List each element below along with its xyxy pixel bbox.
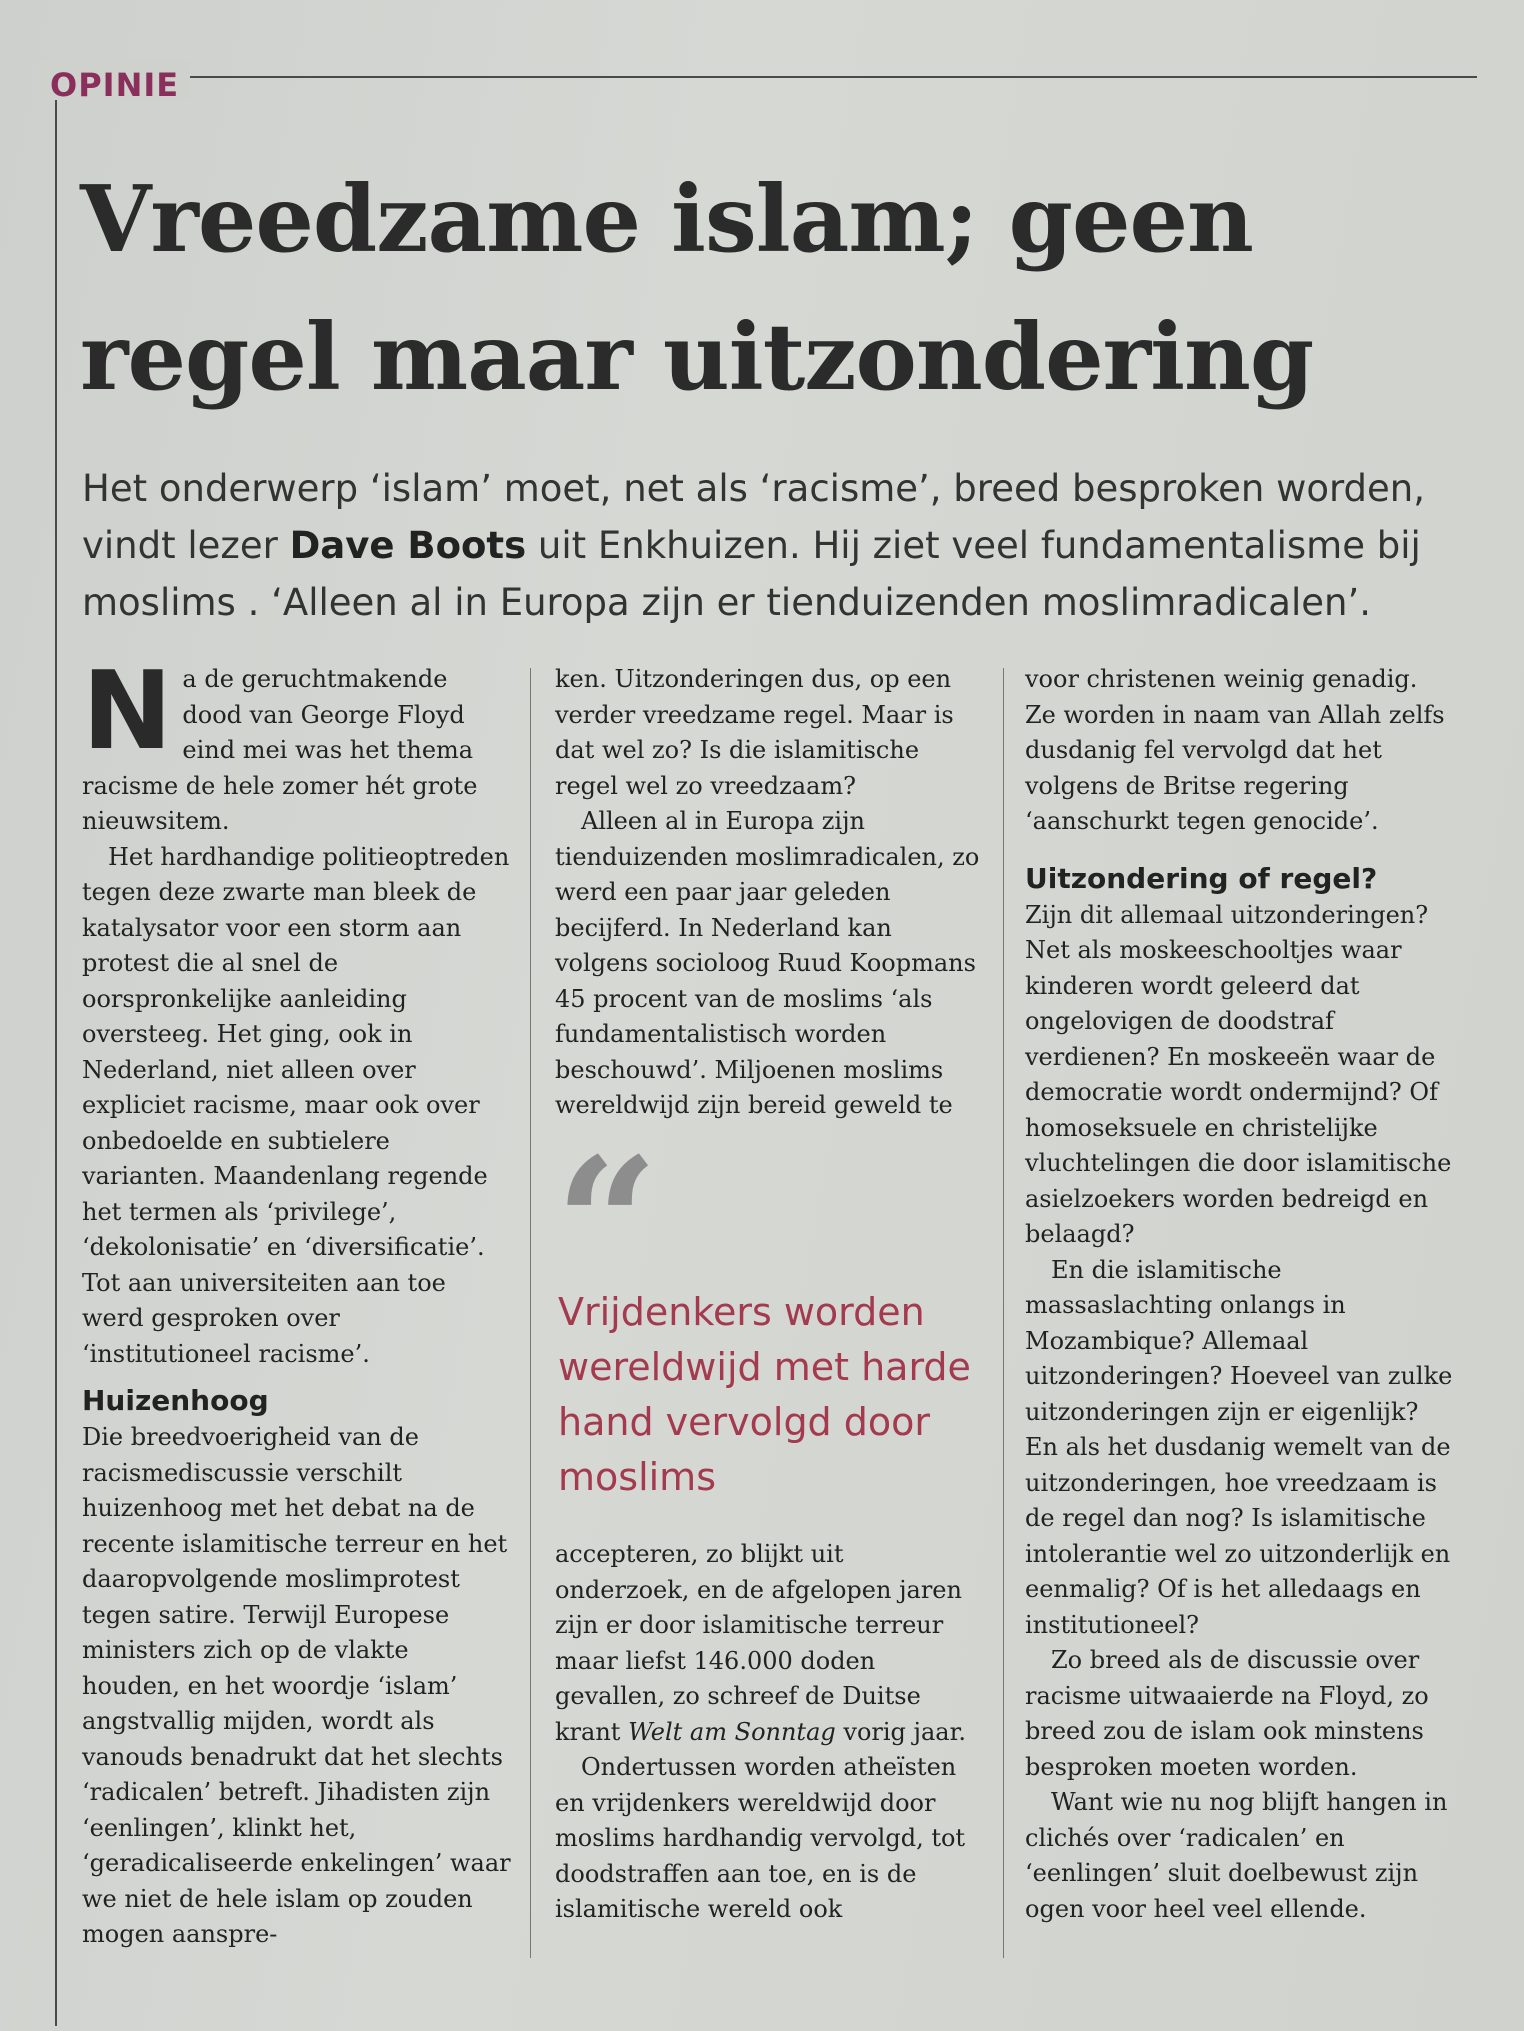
paragraph: Ondertussen worden atheïsten en vrijdenkers wereldwijd door moslims hardhandig vervolgd, tot doodstraffen aan toe, en is de islamitische wereld ook xyxy=(555,1753,966,1923)
paragraph-text: accepteren, zo blijkt uit onderzoek, en de afgelopen jaren zijn er door islamitische terreur maar liefst 146.000 doden gevallen, zo schreef de Duitse krant xyxy=(555,1540,962,1746)
paragraph: Want wie nu nog blijft hangen in clichés over ‘radicalen’ en ‘eenlingen’ sluit doelbewust zijn ogen voor heel veel ellende. xyxy=(1025,1788,1448,1923)
paragraph: Die breedvoerigheid van de racismediscussie verschilt huizenhoog met het debat na de recente islamitische terreur en het daaropvolgende moslimprotest tegen satire. Terwijl Europese ministers zich op de vlakte houden, en het woordje ‘islam’ angstvallig mijden, wordt als vanouds benadrukt dat het slechts ‘radicalen’ betreft. Jihadisten zijn ‘eenlingen’, klinkt het, ‘geradicaliseerde enkelingen’ waar we niet de hele islam op zouden mogen aanspre- xyxy=(82,1423,511,1948)
subhead-huizenhoog: Huizenhoog xyxy=(82,1384,269,1417)
dropcap: N xyxy=(82,649,173,774)
author-name: Dave Boots xyxy=(289,524,527,567)
column-2-bottom xyxy=(555,1537,985,1928)
paragraph-text: vorig jaar. xyxy=(835,1717,967,1746)
column-2-top xyxy=(555,662,985,1124)
intro-text-2: uit Enkhuizen. Hij ziet veel fundamentalisme bij moslims . ‘Alleen al in Europa zijn er tienduizenden moslimradicalen’. xyxy=(82,524,1421,624)
headline xyxy=(80,150,1460,426)
column-1 xyxy=(82,649,512,1953)
newspaper-name: Welt am Sonntag xyxy=(628,1717,836,1746)
pull-quote: Vrijdenkers worden wereldwijd met harde hand vervolgd door moslims xyxy=(558,1290,971,1499)
column-divider-1 xyxy=(530,668,531,1958)
paragraph: Alleen al in Europa zijn tienduizenden moslimradicalen, zo werd een paar jaar geleden becijferd. In Nederland kan volgens socioloog Ruud Koopmans 45 procent van de moslims ‘als fundamentalistisch worden beschouwd’. Miljoenen moslims wereldwijd zijn bereid geweld te xyxy=(555,807,980,1119)
intro-lead xyxy=(82,460,1452,631)
intro-text-1: Het onderwerp ‘islam’ moet, net als ‘racisme’, breed besproken worden, vindt lezer xyxy=(82,467,1426,567)
paragraph: voor christenen weinig genadig. Ze worden in naam van Allah zelfs dusdanig fel vervolgd dat het volgens de Britse regering ‘aanschurkt tegen genocide’. xyxy=(1025,665,1445,835)
column-divider-2 xyxy=(1003,668,1004,1958)
paragraph: Zo breed als de discussie over racisme uitwaaierde na Floyd, zo breed zou de islam ook minstens besproken moeten worden. xyxy=(1025,1646,1429,1781)
headline-line-2: regel maar uitzondering xyxy=(80,303,1314,411)
subhead-uitzondering: Uitzondering of regel? xyxy=(1025,861,1378,895)
paragraph xyxy=(82,649,512,840)
paragraph: ken. Uitzonderingen dus, op een verder vreedzame regel. Maar is dat wel zo? Is die islamitische regel wel zo vreedzaam? xyxy=(555,665,954,800)
paragraph: En die islamitische massaslachting onlangs in Mozambique? Allemaal uitzonderingen? Hoeveel van zulke uitzonderingen zijn er eigenlijk? En als het dusdanig wemelt van de uitzonderingen, hoe vreedzaam is de regel dan nog? Is islamitische intolerantie wel zo uitzonderlijk en eenmalig? Of is het alledaags en institutioneel? xyxy=(1025,1255,1453,1639)
headline-line-1: Vreedzame islam; geen xyxy=(80,165,1253,273)
paragraph xyxy=(555,1537,985,1750)
column-3 xyxy=(1025,662,1455,1927)
paragraph-text: a de geruchtmakende dood van George Floyd eind mei was het thema racisme de hele zomer hét grote nieuwsitem. xyxy=(82,665,478,835)
section-label: OPINIE xyxy=(50,66,180,104)
quote-mark-icon: “ xyxy=(555,1119,659,1330)
paragraph: Het hardhandige politieoptreden tegen deze zwarte man bleek de katalysator voor een storm aan protest die al snel de oorspronkelijke aanleiding oversteeg. Het ging, ook in Nederland, niet alleen over expliciet racisme, maar ook over onbedoelde en subtielere varianten. Maandenlang regende het termen als ‘privilege’, ‘dekolonisatie’ en ‘diversificatie’. Tot aan universiteiten aan toe werd gesproken over ‘institutioneel racisme’. xyxy=(82,842,510,1368)
paragraph: Zijn dit allemaal uitzonderingen? Net als moskeeschooltjes waar kinderen wordt geleerd dat ongelovigen de doodstraf verdienen? En moskeeën waar de democratie wordt ondermijnd? Of homoseksuele en christelijke vluchtelingen die door islamitische asielzoekers worden bedreigd en belaagd? xyxy=(1025,900,1452,1248)
